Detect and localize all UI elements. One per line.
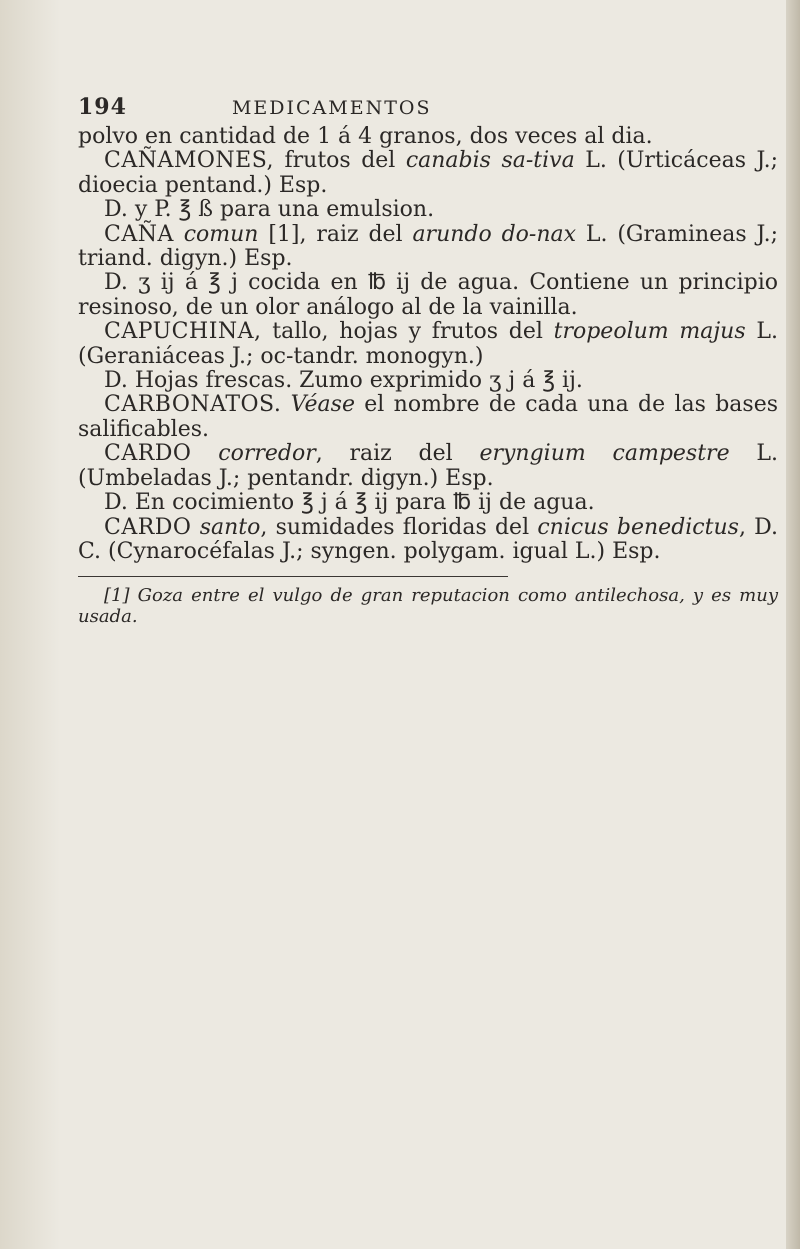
- book-page: [78, 95, 778, 627]
- entry-cardo-corredor: CARDO corredor, raiz del eryngium campestre L. (Umbeladas J.; pentandr. digyn.) Esp.: [78, 441, 778, 491]
- footnote-rule: [78, 576, 508, 577]
- entry-capuchina: CAPUCHINA, tallo, hojas y frutos del tropeolum majus L. (Geraniáceas J.; oc-tandr. monogyn.): [78, 319, 778, 369]
- entry-cana: CAÑA comun [1], raiz del arundo do-nax L. (Gramineas J.; triand. digyn.) Esp.: [78, 221, 778, 272]
- paragraph-continuation: polvo en cantidad de 1 á 4 granos, dos veces al dia.: [78, 124, 653, 149]
- entry-cardo-santo: CARDO santo, sumidades floridas del cnicus benedictus, D. C. (Cynarocéfalas J.; syngen. polygam. igual L.) Esp.: [78, 514, 779, 564]
- dose-capuchina: D. Hojas frescas. Zumo exprimido ʒ j á ℥ ij.: [104, 368, 583, 394]
- page-header: [78, 95, 778, 125]
- running-title: MEDICAMENTOS: [231, 97, 432, 119]
- entry-carbonatos: CARBONATOS. Véase el nombre de cada una de las bases salificables.: [78, 392, 778, 442]
- page-edge: [786, 0, 800, 1249]
- dose-cardo-corredor: D. En cocimiento ℥ j á ℥ ij para ℔ ij de agua.: [104, 490, 595, 516]
- page-number: 194: [78, 94, 127, 120]
- dose-cana: D. ʒ ij á ℥ j cocida en ℔ ij de agua. Contiene un principio resinoso, de un olor análogo al de la vainilla.: [78, 270, 778, 320]
- dose-canamones: D. y P. ℥ ß para una emulsion.: [104, 197, 435, 223]
- left-page-shadow: [0, 0, 60, 1249]
- footnote: [1] Goza entre el vulgo de gran reputacion como antilechosa, y es muy usada.: [78, 585, 778, 628]
- entry-canamones: CAÑAMONES, frutos del canabis sa-tiva L. (Urticáceas J.; dioecia pentand.) Esp.: [78, 148, 778, 198]
